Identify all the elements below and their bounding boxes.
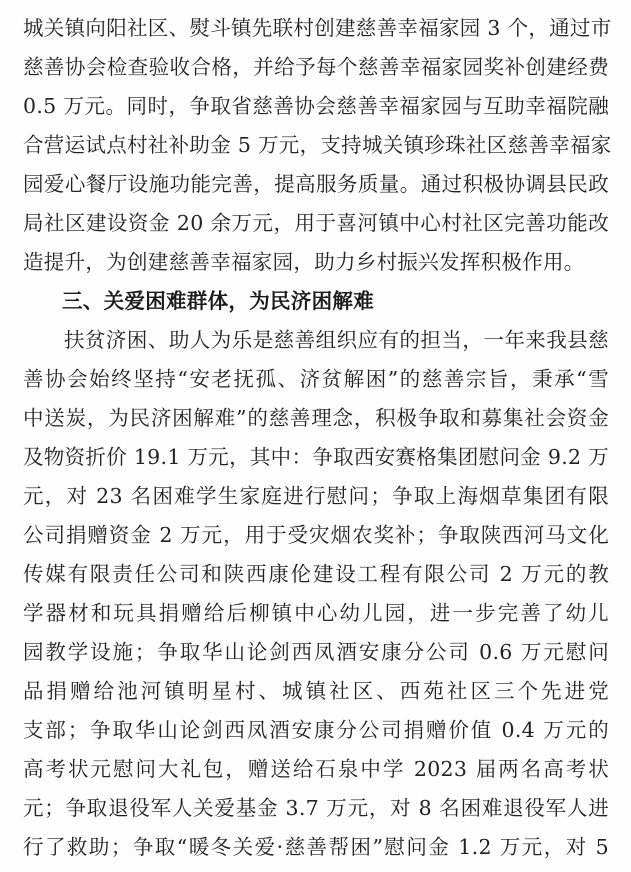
section-heading: 三、关爱困难群体，为民济困解难 <box>62 289 374 313</box>
text-line: 公司捐赠资金 2 万元，用于受灾烟农奖补；争取陕西河马文化 <box>23 523 609 547</box>
text-line: 及物资折价 19.1 万元，其中：争取西安赛格集团慰问金 9.2 万 <box>23 445 610 469</box>
text-line: 支部；争取华山论剑西凤酒安康分公司捐赠价值 0.4 万元的 <box>23 718 609 742</box>
text-line: 中送炭，为民济困解难”的慈善理念，积极争取和募集社会资金 <box>23 406 609 430</box>
text-line: 学器材和玩具捐赠给后柳镇中心幼儿园，进一步完善了幼儿 <box>23 601 609 625</box>
text-line: 园教学设施；争取华山论剑西凤酒安康分公司 0.6 万元慰问 <box>23 640 609 664</box>
text-line: 园爱心餐厅设施功能完善，提高服务质量。通过积极协调县民政 <box>23 172 609 196</box>
text-line: 品捐赠给池河镇明星村、城镇社区、西苑社区三个先进党 <box>23 679 609 703</box>
text-line: 善协会始终坚持“安老抚孤、济贫解困”的慈善宗旨，秉承“雪 <box>23 367 609 391</box>
text-line: 城关镇向阳社区、熨斗镇先联村创建慈善幸福家园 3 个，通过市 <box>23 16 612 40</box>
text-line: 0.5 万元。同时，争取省慈善协会慈善幸福家园与互助幸福院融 <box>23 94 609 118</box>
text-line: 传媒有限责任公司和陕西康伦建设工程有限公司 2 万元的教 <box>23 562 609 586</box>
text-line: 扶贫济困、助人为乐是慈善组织应有的担当，一年来我县慈 <box>64 328 609 352</box>
text-line: 高考状元慰问大礼包，赠送给石泉中学 2023 届两名高考状 <box>23 757 609 781</box>
text-line: 行了救助；争取“暖冬关爱·慈善帮困”慰问金 1.2 万元，对 5 <box>23 835 609 859</box>
text-line: 慈善协会检查验收合格，并给予每个慈善幸福家园奖补创建经费 <box>23 55 609 79</box>
text-line: 元；争取退役军人关爱基金 3.7 万元，对 8 名困难退役军人进 <box>23 796 609 820</box>
text-line: 元，对 23 名困难学生家庭进行慰问；争取上海烟草集团有限 <box>23 484 609 508</box>
text-line: 造提升，为创建慈善幸福家园，助力乡村振兴发挥积极作用。 <box>23 250 585 274</box>
text-line: 合营运试点村社补助金 5 万元，支持城关镇珍珠社区慈善幸福家 <box>23 133 612 157</box>
text-line: 局社区建设资金 20 余万元，用于喜河镇中心村社区完善功能改 <box>23 211 609 235</box>
